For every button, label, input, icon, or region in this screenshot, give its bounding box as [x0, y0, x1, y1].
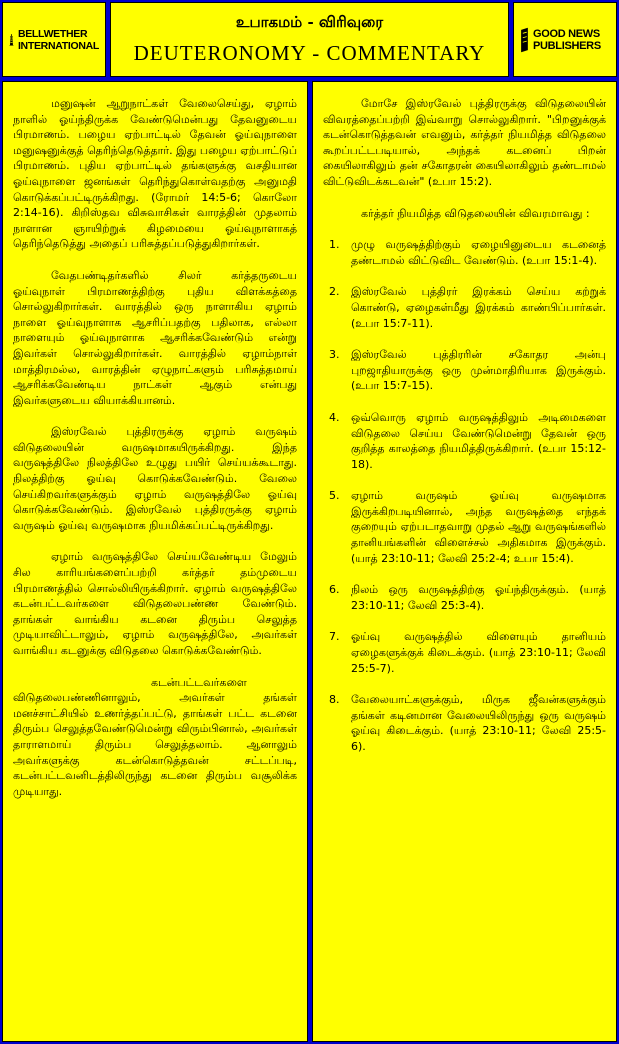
good-news-logo [513, 2, 617, 77]
good-news-logo-text: GOOD NEWS PUBLISHERS [532, 27, 601, 52]
lead-paragraph: கர்த்தர் நியமித்த விடுதலையின் விவரமாவது : [361, 206, 590, 220]
bellwether-logo-text: BELLWETHER INTERNATIONAL [17, 27, 100, 52]
paragraph: கடன்பட்டவர்களை விடுதலைபண்ணினாலும், அவர்கள் தங்கள் மனச்சாட்சியில் உணர்த்தப்பட்டு, தாங்கள் பட்ட கடனை திரும்ப செலுத்தவேண்டுமென்று விரும்பினால், அவர்கள் தாராளமாய் திரும்ப செலுத்தலாம். ஆனாலும் அவர்களுக்கு கடன்கொடுத்தவன் சட்டப்படி, கடன்பட்டவனிடத்திலிருந்து கடனை திரும்ப வசூலிக்க முடியாது. [13, 675, 297, 798]
right-column [312, 81, 617, 1042]
points-list [323, 237, 606, 754]
paragraph: இஸ்ரவேல் புத்திரருக்கு ஏழாம் வருஷம் விடுதலையின் வருஷமாகயிருக்கிறது. இந்த வருஷத்திலே நிலத்திலே உழுது பயிர் செய்யக்கூடாது. நிலத்திற்கு ஓய்வு கொடுக்கவேண்டும். வேலை செய்கிறவர்களுக்கும் ஏழாம் வருஷத்திலே ஓய்வு கொடுக்கவேண்டும். இஸ்ரவேல் புத்திரருக்கு ஏழாம் வருஷம் ஓய்வு வருஷமாக நியமிக்கப்பட்டிருக்கிறது. [13, 425, 297, 532]
bellwether-lighthouse-icon [9, 17, 14, 63]
paragraph: ஏழாம் வருஷத்திலே செய்யவேண்டிய மேலும் சில காரியங்களைப்பற்றி கர்த்தர் தம்முடைய பிரமாணத்தில் சொல்லியிருக்கிறார். ஏழாம் வருஷத்திலே கடன்பட்டவர்களை விடுதலைபண்ண வேண்டும். தாங்கள் வாங்கிய கடனை திரும்ப செலுத்த முடியாவிட்டாலும், ஏழாம் வருஷத்திலே, அவர்கள் வாங்கிய கடனுக்கு விடுதலை கொடுக்கவேண்டும். [13, 550, 297, 657]
list-item: 7. ஓய்வு வருஷத்தில் விளையும் தானியம் ஏழைகளுக்குக் கிடைக்கும். (யாத் 23:10-11; லேவி 25:5-7). [329, 630, 606, 675]
list-item: 1. முழு வருஷத்திற்கும் ஏழையினுடைய கடனைத் தண்டாமல் விட்டுவிட வேண்டும். (உபா 15:1-4). [329, 238, 606, 267]
list-item: 3. இஸ்ரவேல் புத்திரரின் சகோதர அன்பு புறஜாதியாருக்கு ஒரு முன்மாதிரியாக இருக்கும். (உபா 15:7-15). [329, 348, 606, 393]
paragraph: வேதபண்டிதர்களில் சிலர் கர்த்தருடைய ஓய்வுநாள் பிரமாணத்திற்கு புதிய விளக்கத்தை சொல்லுகிறார்கள். வாரத்தில் ஒரு நாளாகிய ஏழாம் நாளை ஓய்வுநாளாக ஆசரிப்பதற்கு பதிலாக, எல்லா நாளையும் ஓய்வுநாளாக ஆசரிக்கவேண்டும் என்று இவர்கள் சொல்லுகிறார்கள். வாரத்தில் ஏழாம்நாள் மாத்திரமல்ல, வாரத்தின் ஏழுநாட்களும் பரிசுத்தமாய் ஆசரிக்கவேண்டிய நாட்கள் ஆகும் என்பது இவர்களுடைய வியாக்கியானம். [13, 268, 297, 407]
paragraph: மனுஷன் ஆறுநாட்கள் வேலைசெய்து, ஏழாம் நாளில் ஓய்ந்திருக்க வேண்டுமென்பது தேவனுடைய பிரமாணம். பழைய ஏற்பாட்டில் தேவன் ஓய்வுநாளை மனுஷனுக்குத் தெரிந்தெடுத்தார். இது பழைய ஏற்பாட்டுப் பிரமாணம். புதிய ஏற்பாட்டில் தங்களுக்கு வசதியான ஓய்வுநாளை ஜனங்கள் தெரிந்துகொள்வதற்கு அனுமதி கொடுக்கப்பட்டிருக்கிறது. (ரோமர் 14:5-6; கொலோ 2:14-16). கிறிஸ்தவ விசுவாசிகள் வாரத்தின் முதலாம் நாளான ஞாயிற்றுக் கிழமையை ஓய்வுநாளாகத் தெரிந்தெடுத்து அதைப் பரிசுத்தப்படுத்துகிறார்கள். [13, 97, 298, 251]
title-english: DEUTERONOMY - COMMENTARY [133, 41, 486, 65]
title-tamil: உபாகமம் - விரிவுரை [235, 13, 384, 31]
page-header [110, 2, 509, 77]
good-news-book-icon [520, 18, 529, 62]
intro-paragraph: மோசே இஸ்ரவேல் புத்திரருக்கு விடுதலையின் விவரத்தைப்பற்றி இவ்வாறு சொல்லுகிறார். "பிறனுக்குக் கடன்கொடுத்தவன் எவனும், கர்த்தர் நியமித்த விடுதலை கூறப்பட்டபடியால், அந்தக் கடனைப் பிறன் கையிலாகிலும் தன் சகோதரன் கையிலாகிலும் தண்டாமல் விட்டுவிடக்கடவன்" (உபா 15:2). [323, 97, 606, 188]
left-column [2, 81, 308, 1042]
list-item: 5. ஏழாம் வருஷம் ஓய்வு வருஷமாக இருக்கிறபடியினால், அந்த வருஷத்தை எந்தக் குறையும் ஏற்படாதவாறு முதல் ஆறு வருஷங்களில் தானியங்களின் விளைச்சல் அதிகமாக இருக்கும். (யாத் 23:10-11; லேவி 25:2-4; உபா 15:4). [329, 489, 606, 565]
list-item: 6. நிலம் ஒரு வருஷத்திற்கு ஓய்ந்திருக்கும். (யாத் 23:10-11; லேவி 25:3-4). [329, 583, 606, 612]
list-item: 2. இஸ்ரவேல் புத்திரர் இரக்கம் செய்ய கற்றுக் கொண்டு, ஏழைகள்மீது இரக்கம் காண்பிப்பார்கள். (உபா 15:7-11). [329, 285, 606, 330]
list-item: 8. வேலையாட்களுக்கும், மிருக ஜீவன்களுக்கும் தங்கள் கடினமான வேலையிலிருந்து ஒரு வருஷம் ஓய்வு கிடைக்கும். (யாத் 23:10-11; லேவி 25:5-6). [329, 693, 606, 753]
bellwether-logo [2, 2, 106, 77]
list-item: 4. ஒவ்வொரு ஏழாம் வருஷத்திலும் அடிமைகளை விடுதலை செய்ய வேண்டுமென்று தேவன் ஒரு குறித்த காலத்தை நியமித்திருக்கிறார். (உபா 15:12-18). [329, 410, 606, 471]
